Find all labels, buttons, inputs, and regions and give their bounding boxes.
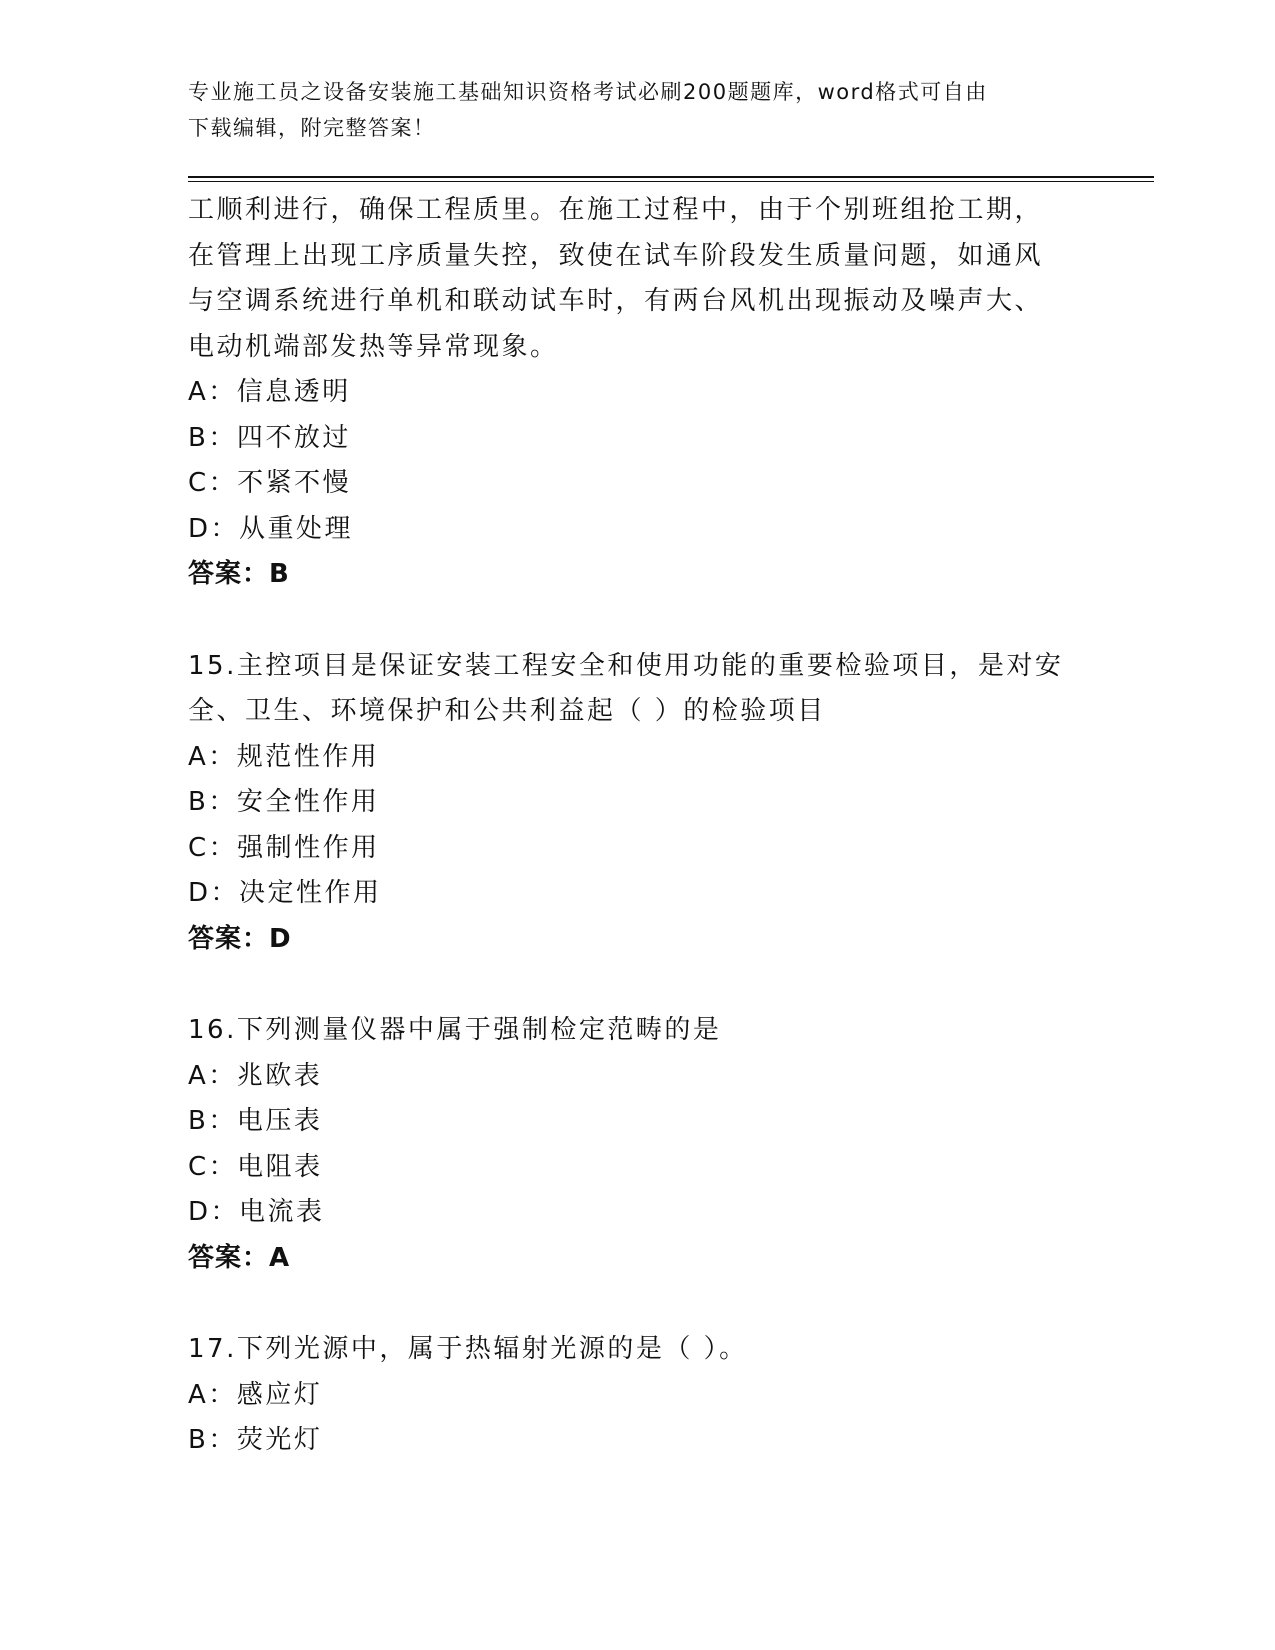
option-c: C：不紧不慢 [188, 468, 352, 498]
question-spacer [188, 1281, 1088, 1327]
option-b: B：安全性作用 [188, 787, 380, 817]
option-d: D：电流表 [188, 1197, 325, 1227]
question-17 [188, 1327, 1088, 1464]
question-stem-line: 16.下列测量仪器中属于强制检定范畴的是 [188, 1015, 722, 1045]
option-c: C：电阻表 [188, 1151, 323, 1182]
question-list [188, 188, 1088, 1464]
question-stem-line: 电动机端部发热等异常现象。 [188, 331, 559, 362]
option-d: D：从重处理 [188, 513, 354, 544]
question-stem-line: 17.下列光源中，属于热辐射光源的是（ ）。 [188, 1334, 748, 1364]
option-b: B：电压表 [188, 1106, 323, 1136]
answer-label: 答案：B [188, 559, 290, 589]
option-a: A：兆欧表 [188, 1060, 323, 1091]
option-b: B：荧光灯 [188, 1425, 323, 1455]
question-stem-line: 15.主控项目是保证安装工程安全和使用功能的重要检验项目，是对安 [188, 650, 1064, 681]
question-stem-line: 全、卫生、环境保护和公共利益起（ ）的检验项目 [188, 696, 826, 726]
question-14 [188, 188, 1088, 598]
answer-label: 答案：A [188, 1242, 291, 1273]
option-c: C：强制性作用 [188, 832, 380, 863]
header-line-2: 下载编辑，附完整答案！ [188, 116, 436, 140]
page-header [188, 74, 1088, 146]
question-stem-line: 工顺利进行，确保工程质里。在施工过程中，由于个别班组抢工期， [188, 195, 1044, 225]
header-rule-thick [188, 176, 1154, 178]
option-a: A：感应灯 [188, 1379, 323, 1410]
option-d: D：决定性作用 [188, 878, 382, 908]
answer-label: 答案：D [188, 923, 292, 954]
question-16 [188, 1008, 1088, 1281]
option-b: B：四不放过 [188, 422, 351, 453]
option-a: A：规范性作用 [188, 741, 380, 772]
option-a: A：信息透明 [188, 377, 351, 407]
header-line-1: 专业施工员之设备安装施工基础知识资格考试必刷200题题库，word格式可自由 [188, 80, 988, 104]
question-spacer [188, 598, 1088, 644]
question-15 [188, 644, 1088, 963]
question-stem-line: 与空调系统进行单机和联动试车时，有两台风机出现振动及噪声大、 [188, 286, 1044, 316]
question-spacer [188, 962, 1088, 1008]
header-rule-thin [188, 181, 1154, 182]
question-stem-line: 在管理上出现工序质量失控，致使在试车阶段发生质量问题，如通风 [188, 240, 1044, 271]
